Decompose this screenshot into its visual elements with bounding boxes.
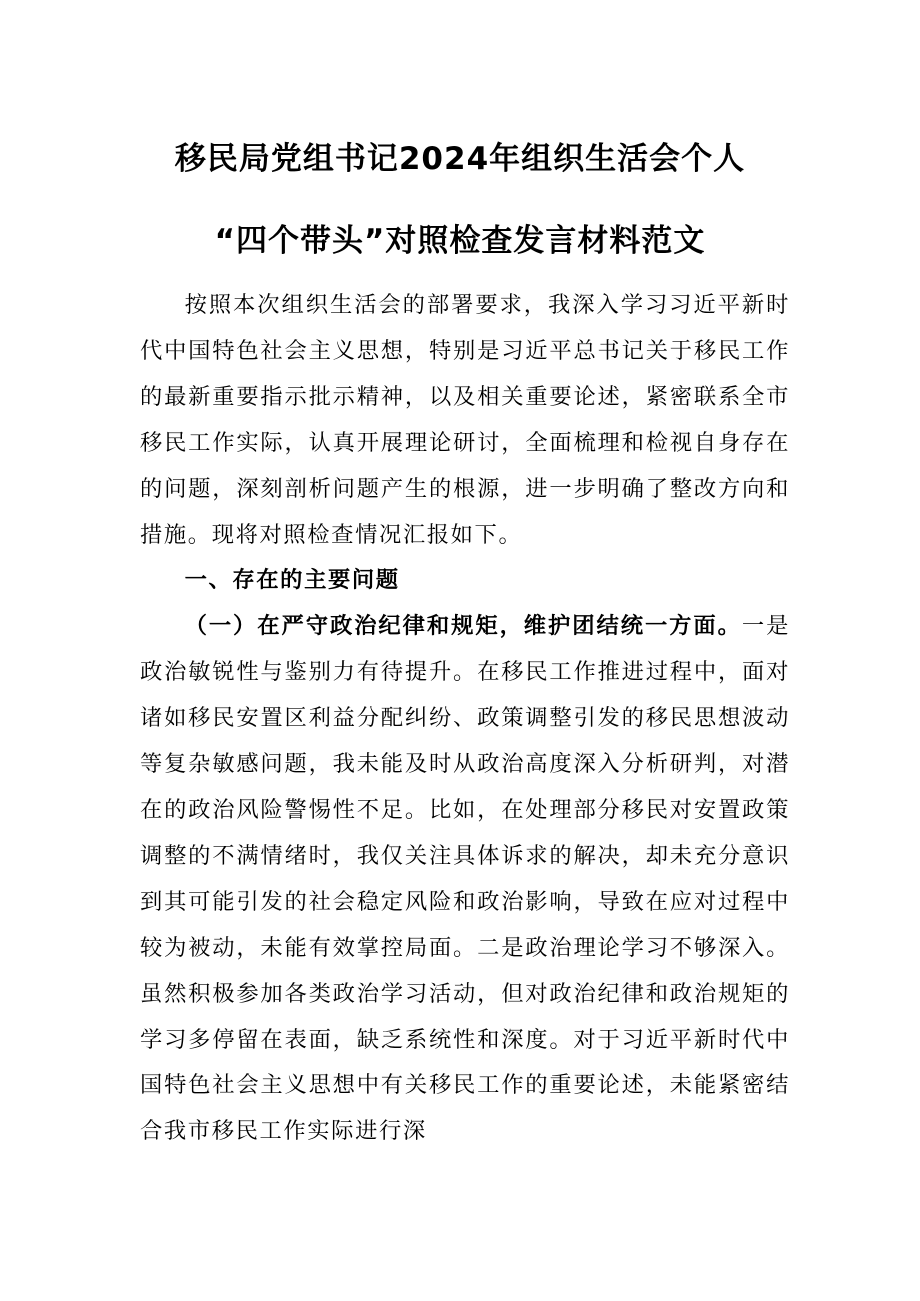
- intro-paragraph: 按照本次组织生活会的部署要求，我深入学习习近平新时代中国特色社会主义思想，特别是习近平总书记关于移民工作的最新重要指示批示精神，以及相关重要论述，紧密联系全市移民工作实际，认真开展理论研讨，全面梳理和检视自身存在的问题，深刻剖析问题产生的根源，进一步明确了整改方向和措施。现将对照检查情况汇报如下。: [140, 292, 790, 548]
- document-title-line-1: 移民局党组书记2024年组织生活会个人: [174, 141, 746, 177]
- subsection-heading-1: （一）在严守政治纪律和规矩，维护团结统一方面。: [184, 613, 742, 640]
- subsection-paragraph-1: [140, 604, 790, 1155]
- subsection-text-1: 一是政治敏锐性与鉴别力有待提升。在移民工作推进过程中，面对诸如移民安置区利益分配纠纷、政策调整引发的移民思想波动等复杂敏感问题，我未能及时从政治高度深入分析研判，对潜在的政治风险警惕性不足。比如，在处理部分移民对安置政策调整的不满情绪时，我仅关注具体诉求的解决，却未充分意识到其可能引发的社会稳定风险和政治影响，导致在应对过程中较为被动，未能有效掌控局面。二是政治理论学习不够深入。虽然积极参加各类政治学习活动，但对政治纪律和政治规矩的学习多停留在表面，缺乏系统性和深度。对于习近平新时代中国特色社会主义思想中有关移民工作的重要论述，未能紧密结合我市移民工作实际进行深: [140, 613, 790, 1145]
- section-heading-problems: 一、存在的主要问题: [184, 567, 400, 594]
- document-title-line-2: “四个带头”对照检查发言材料范文: [214, 223, 706, 259]
- document-body: [140, 283, 790, 1155]
